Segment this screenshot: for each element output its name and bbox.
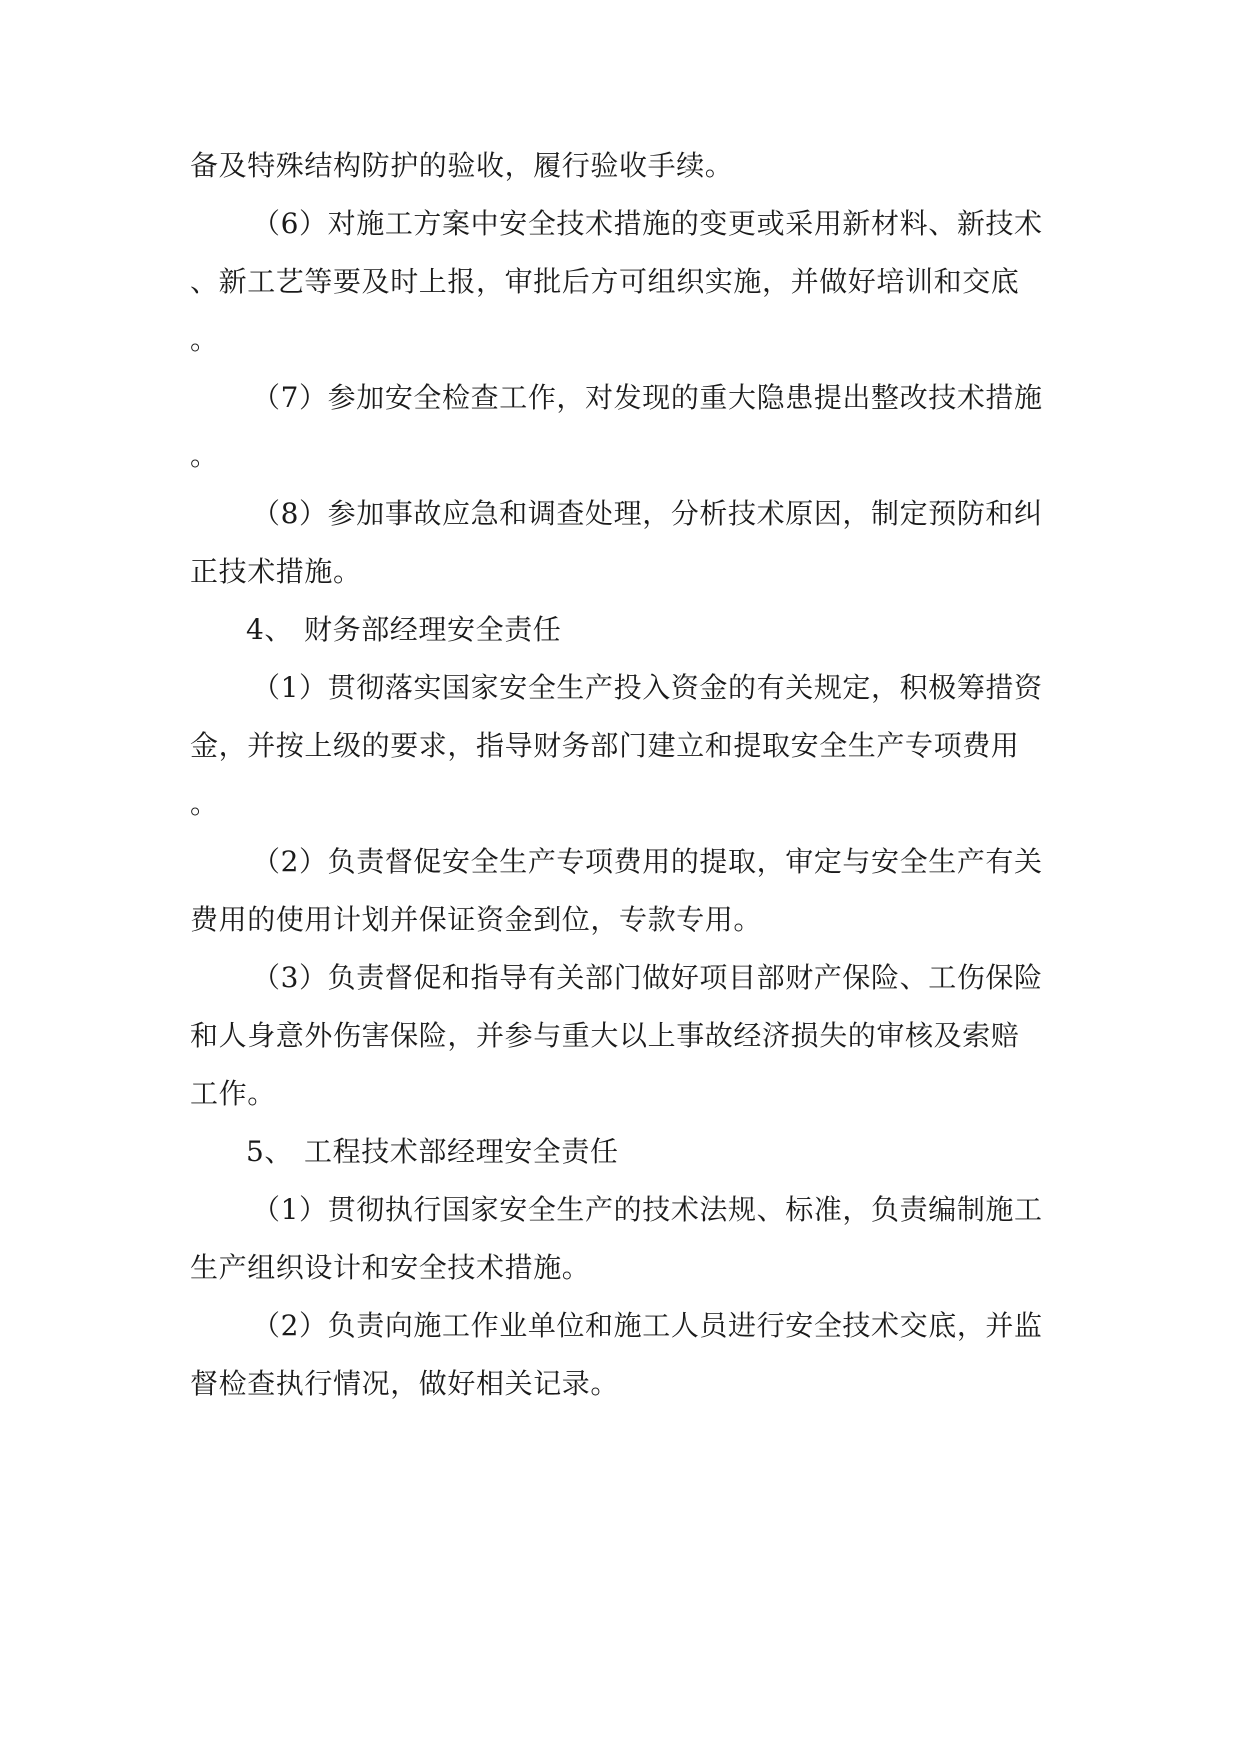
- paragraph-line: 和人身意外伤害保险，并参与重大以上事故经济损失的审核及索赔: [190, 1019, 1020, 1052]
- paragraph-line: 费用的使用计划并保证资金到位，专款专用。: [190, 903, 763, 936]
- section-number: 5、: [246, 1135, 294, 1168]
- paragraph-line: （2）负责督促安全生产专项费用的提取，审定与安全生产有关: [252, 845, 1043, 878]
- paragraph-line: 、新工艺等要及时上报，审批后方可组织实施，并做好培训和交底: [190, 265, 1020, 298]
- paragraph-line: （8）参加事故应急和调查处理，分析技术原因，制定预防和纠: [252, 497, 1043, 530]
- section-title: 财务部经理安全责任: [304, 613, 562, 646]
- paragraph-line: 生产组织设计和安全技术措施。: [190, 1251, 591, 1284]
- section-heading: [246, 613, 561, 647]
- section-heading: [246, 1135, 619, 1169]
- paragraph-line: （1）贯彻落实国家安全生产投入资金的有关规定，积极筹措资: [252, 671, 1043, 704]
- paragraph-line: 金，并按上级的要求，指导财务部门建立和提取安全生产专项费用: [190, 729, 1020, 762]
- paragraph-line: 。: [190, 323, 219, 356]
- paragraph-line: （7）参加安全检查工作，对发现的重大隐患提出整改技术措施: [252, 381, 1043, 414]
- paragraph-line: 督检查执行情况，做好相关记录。: [190, 1367, 620, 1400]
- paragraph-line: （6）对施工方案中安全技术措施的变更或采用新材料、新技术: [252, 207, 1043, 240]
- paragraph-line: 备及特殊结构防护的验收，履行验收手续。: [190, 149, 734, 182]
- paragraph-line: 。: [190, 787, 219, 820]
- section-number: 4、: [246, 613, 294, 646]
- paragraph-line: （3）负责督促和指导有关部门做好项目部财产保险、工伤保险: [252, 961, 1043, 994]
- paragraph-line: 。: [190, 439, 219, 472]
- paragraph-line: （1）贯彻执行国家安全生产的技术法规、标准，负责编制施工: [252, 1193, 1043, 1226]
- paragraph-line: （2）负责向施工作业单位和施工人员进行安全技术交底，并监: [252, 1309, 1043, 1342]
- section-title: 工程技术部经理安全责任: [304, 1135, 619, 1168]
- paragraph-line: 工作。: [190, 1077, 276, 1110]
- paragraph-line: 正技术措施。: [190, 555, 362, 588]
